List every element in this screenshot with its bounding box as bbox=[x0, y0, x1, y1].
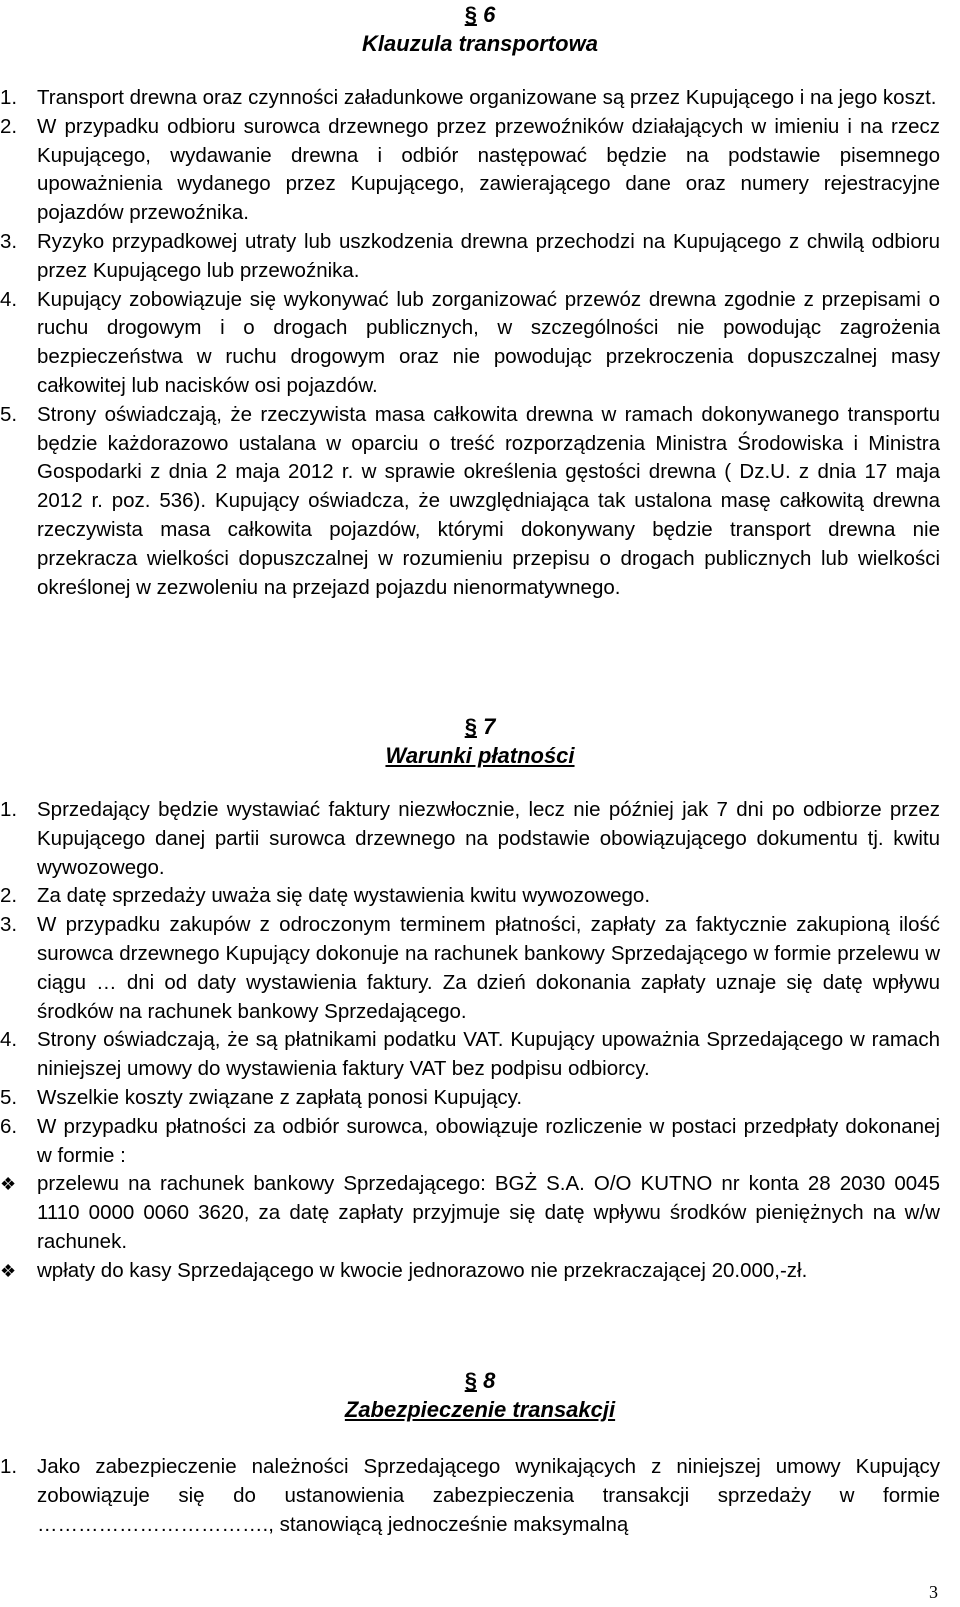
item-text: Jako zabezpieczenie należności Sprzedającego wynikających z niniejszej umowy Kupujący zobowiązuje się do ustanowienia zabezpieczenia transakcji sprzedaży w formie ……………………………., stanowiącą jednocześnie maksymalną bbox=[37, 1455, 940, 1536]
section-6-number bbox=[0, 2, 960, 28]
item-text: Kupujący zobowiązuje się wykonywać lub zorganizować przewóz drewna zgodnie z przepisami o ruchu drogowym i o drogach publicznych, w szczególności nie powodując zagrożenia bezpieczeństwa w ruchu drogowym oraz nie powodując przekroczenia dopuszczalnej masy całkowitej lub nacisków osi pojazdów. bbox=[37, 287, 940, 397]
item-text: Sprzedający będzie wystawiać faktury niezwłocznie, lecz nie później jak 7 dni po odbiorze przez Kupującego danej partii surowca drzewnego na podstawie obowiązującego dokumentu tj. kwitu wywozowego. bbox=[37, 798, 940, 879]
item-text: Strony oświadczają, że są płatnikami podatku VAT. Kupujący upoważnia Sprzedającego w ramach niniejszej umowy do wystawienia faktury VAT bez podpisu odbiorcy. bbox=[37, 1028, 940, 1081]
diamond-bullet-icon: ❖ bbox=[0, 1174, 17, 1195]
item-number: 4. bbox=[0, 287, 18, 311]
list-item bbox=[0, 1084, 960, 1113]
section-8-title: Zabezpieczenie transakcji bbox=[344, 1397, 616, 1422]
diamond-bullet-icon: ❖ bbox=[0, 1260, 17, 1281]
bullet-item bbox=[0, 1170, 960, 1256]
section-7-header bbox=[0, 714, 960, 770]
list-item bbox=[0, 84, 960, 113]
item-number: 2. bbox=[0, 884, 18, 908]
item-text: Strony oświadczają, że rzeczywista masa całkowita drewna w ramach dokonywanego transportu będzie każdorazowo ustalana w oparciu o treść rozporządzenia Ministra Środowiska i Ministra Gospodarki z dnia 2 maja 2012 r. w sprawie określenia gęstości drewna ( Dz.U. z dnia 17 maja 2012 r. poz. 536). Kupujący oświadcza, że uwzględniająca tak ustalona masę całkowitą drewna rzeczywista masa całkowita pojazdów, którymi dokonywany będzie transport drewna nie przekracza wielkości dopuszczalnej w rozumieniu przepisu o drogach publicznych lub wielkości określonej w zezwoleniu na przejazd pojazdu nienormatywnego. bbox=[37, 402, 940, 599]
section-sign: § bbox=[464, 2, 477, 27]
item-number: 5. bbox=[0, 402, 18, 426]
item-text: Za datę sprzedaży uważa się datę wystawienia kwitu wywozowego. bbox=[37, 884, 651, 908]
section-8-body bbox=[0, 1453, 960, 1539]
item-text: Wszelkie koszty związane z zapłatą ponosi Kupujący. bbox=[37, 1085, 523, 1109]
list-item bbox=[0, 228, 960, 286]
list-item bbox=[0, 401, 960, 603]
section-7-body bbox=[0, 796, 960, 1286]
section-8-number-value: 8 bbox=[483, 1368, 496, 1393]
list-item bbox=[0, 796, 960, 882]
item-number: 4. bbox=[0, 1028, 18, 1052]
bullet-text: przelewu na rachunek bankowy Sprzedającego: BGŻ S.A. O/O KUTNO nr konta 28 2030 0045 1110 0000 0060 3620, za datę zapłaty przyjmuje się datę wpływu środków pieniężnych na w/w rachunek. bbox=[37, 1172, 940, 1253]
item-number: 2. bbox=[0, 114, 18, 138]
item-text: Ryzyko przypadkowej utraty lub uszkodzenia drewna przechodzi na Kupującego z chwilą odbioru przez Kupującego lub przewoźnika. bbox=[37, 229, 940, 282]
bullet-text: wpłaty do kasy Sprzedającego w kwocie jednorazowo nie przekraczającej 20.000,-zł. bbox=[37, 1258, 808, 1282]
item-number: 3. bbox=[0, 229, 18, 253]
page-number: 3 bbox=[929, 1582, 938, 1602]
section-7-number-value: 7 bbox=[483, 714, 496, 739]
item-text: Transport drewna oraz czynności załadunkowe organizowane są przez Kupującego i na jego koszt. bbox=[37, 86, 937, 109]
item-text: W przypadku płatności za odbiór surowca, obowiązuje rozliczenie w postaci przedpłaty dokonanej w formie : bbox=[37, 1114, 940, 1167]
list-item bbox=[0, 1113, 960, 1171]
section-8-header bbox=[0, 1368, 960, 1424]
list-item bbox=[0, 1026, 960, 1084]
list-item bbox=[0, 113, 960, 228]
section-6-title: Klauzula transportowa bbox=[362, 31, 598, 56]
section-6-header bbox=[0, 2, 960, 58]
section-6-number-value: 6 bbox=[483, 2, 496, 27]
item-number: 1. bbox=[0, 86, 18, 109]
list-item bbox=[0, 911, 960, 1026]
list-item bbox=[0, 1453, 960, 1539]
section-8-number bbox=[0, 1368, 960, 1394]
section-sign: § bbox=[464, 714, 477, 739]
section-7-number bbox=[0, 714, 960, 740]
section-sign: § bbox=[464, 1368, 477, 1393]
bullet-item bbox=[0, 1257, 960, 1286]
section-7-title: Warunki płatności bbox=[385, 743, 575, 768]
list-item bbox=[0, 286, 960, 401]
item-number: 1. bbox=[0, 798, 18, 821]
item-number: 1. bbox=[0, 1455, 18, 1478]
item-number: 5. bbox=[0, 1085, 18, 1109]
item-number: 3. bbox=[0, 913, 18, 937]
item-text: W przypadku zakupów z odroczonym terminem płatności, zapłaty za faktycznie zakupioną ilość surowca drzewnego Kupujący dokonuje na rachunek bankowy Sprzedającego w formie przelewu w ciągu … dni od daty wystawienia faktury. Za dzień dokonania zapłaty uznaje się datę wpływu środków na rachunek bankowy Sprzedającego. bbox=[37, 913, 940, 1023]
section-6-body bbox=[0, 84, 960, 602]
item-text: W przypadku odbioru surowca drzewnego przez przewoźników działających w imieniu i na rzecz Kupującego, wydawanie drewna i odbiór następować będzie na podstawie pisemnego upoważnienia wydanego przez Kupującego, zawierającego dane oraz numery rejestracyjne pojazdów przewoźnika. bbox=[37, 114, 940, 225]
list-item bbox=[0, 882, 960, 911]
item-number: 6. bbox=[0, 1114, 18, 1138]
